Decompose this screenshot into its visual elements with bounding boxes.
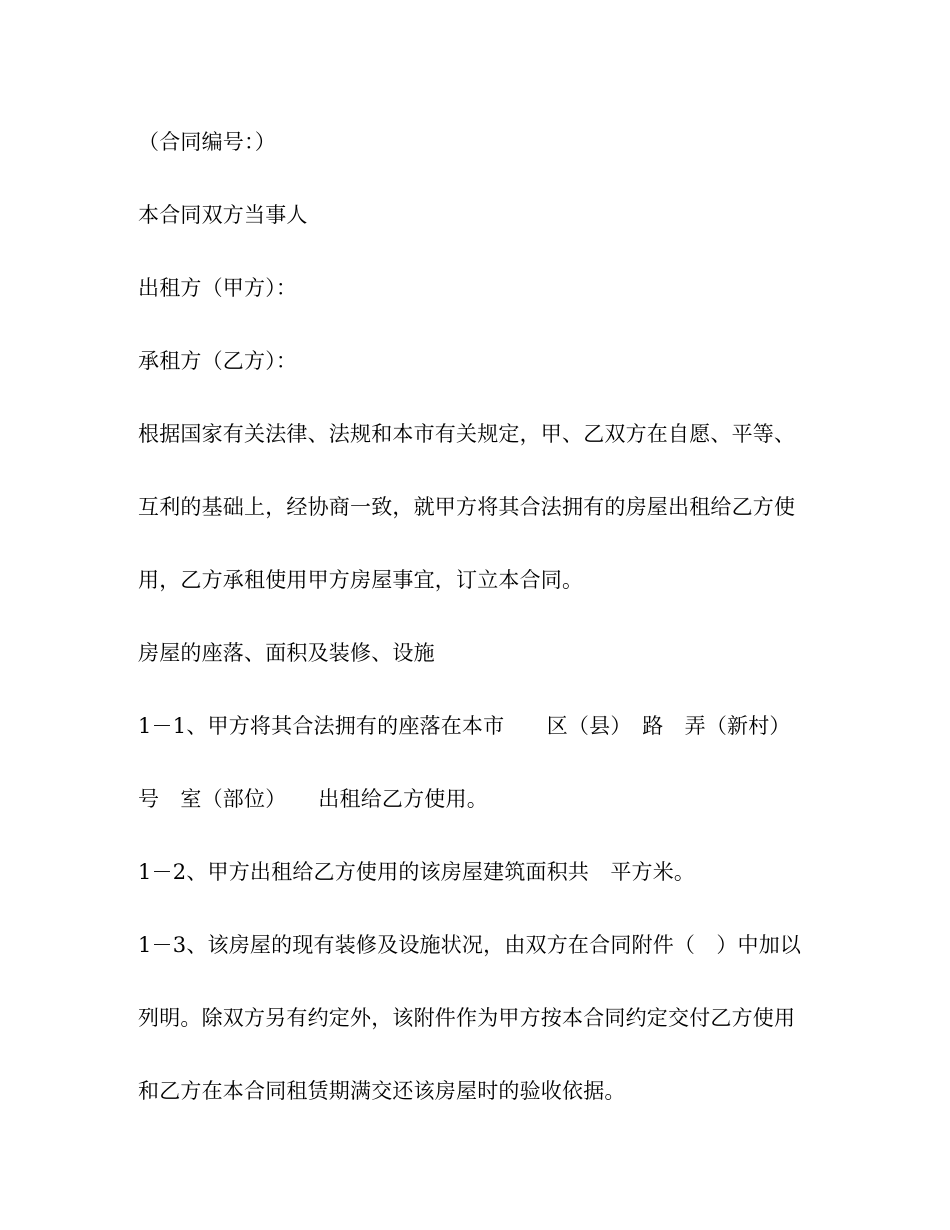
clause-1-3-line-2: 列明。除双方另有约定外，该附件作为甲方按本合同约定交付乙方使用 <box>138 1006 796 1030</box>
parties-heading: 本合同双方当事人 <box>138 203 308 227</box>
lessor-line: 出租方（甲方）： <box>138 276 298 300</box>
preamble-line-1: 根据国家有关法律、法规和本市有关规定，甲、乙双方在自愿、平等、 <box>138 422 796 446</box>
preamble-line-2: 互利的基础上，经协商一致，就甲方将其合法拥有的房屋出租给乙方使 <box>138 495 796 519</box>
clause-1-3-line-3: 和乙方在本合同租赁期满交还该房屋时的验收依据。 <box>138 1079 626 1103</box>
clause-1-2-line: 1－2、甲方出租给乙方使用的该房屋建筑面积共 平方米。 <box>138 860 696 884</box>
preamble-line-3: 用，乙方承租使用甲方房屋事宜，订立本合同。 <box>138 568 584 592</box>
clause-1-1-line-1: 1－1、甲方将其合法拥有的座落在本市 区（县） 路 弄（新村） <box>138 714 791 738</box>
contract-number-line: （合同编号：） <box>138 130 276 154</box>
lessee-line: 承租方（乙方）： <box>138 349 298 373</box>
clause-1-3-line-1: 1－3、该房屋的现有装修及设施状况，由双方在合同附件（ ）中加以 <box>138 933 802 957</box>
clause-1-1-line-2: 号 室（部位） 出租给乙方使用。 <box>138 787 488 811</box>
section-heading-premises: 房屋的座落、面积及装修、设施 <box>138 641 435 665</box>
